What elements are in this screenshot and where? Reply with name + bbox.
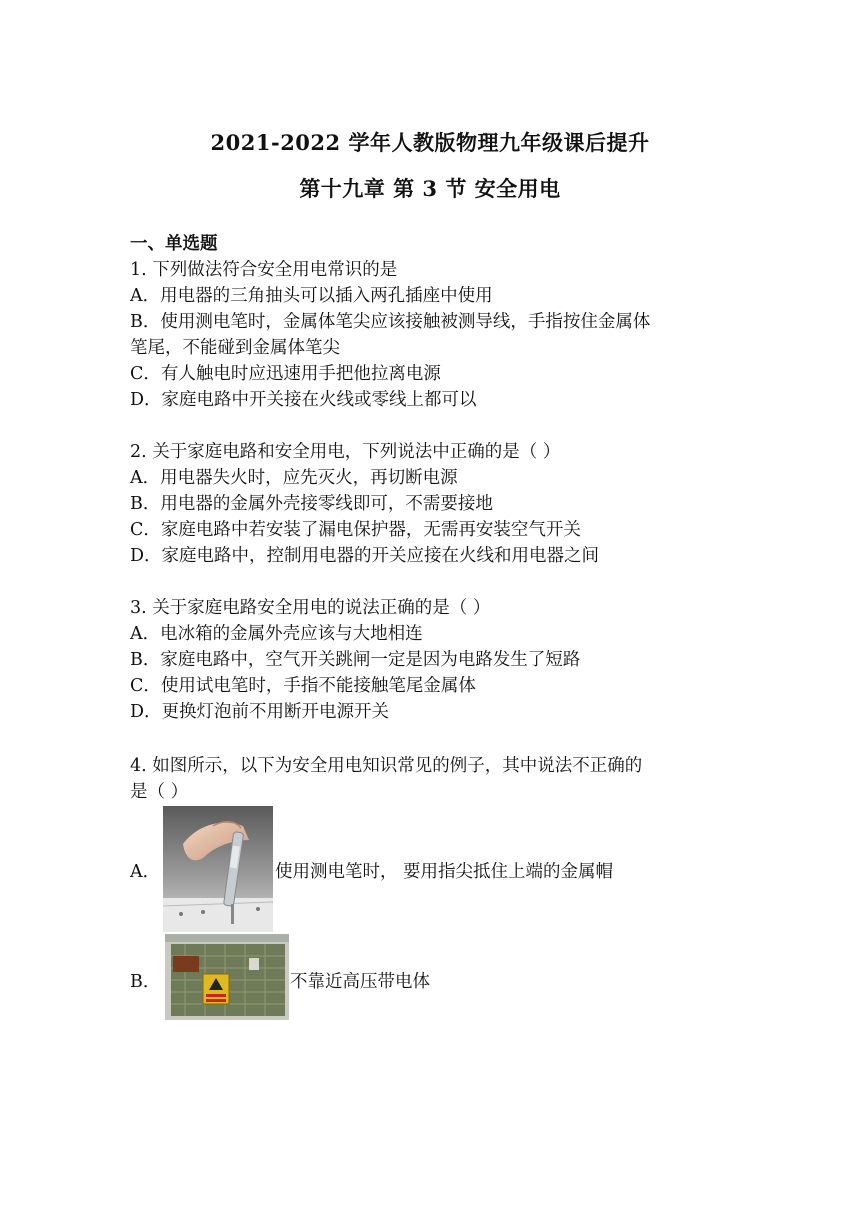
- high-voltage-photo: [165, 934, 289, 1020]
- question-2-option-b: B．用电器的金属外壳接零线即可，不需要接地: [130, 494, 493, 514]
- question-4-option-b-text: 不靠近高压带电体: [290, 972, 430, 992]
- question-2-option-d: D．家庭电路中，控制用电器的开关应接在火线和用电器之间: [130, 546, 600, 566]
- question-1-option-d: D．家庭电路中开关接在火线或零线上都可以: [130, 390, 477, 410]
- question-4-option-b-letter: B．: [130, 972, 161, 992]
- question-4-stem-line-1: 4. 如图所示，以下为安全用电知识常见的例子，其中说法不正确的: [130, 756, 643, 776]
- test-pen-photo: [163, 806, 273, 932]
- question-3-option-b: B．家庭电路中，空气开关跳闸一定是因为电路发生了短路: [130, 650, 581, 670]
- question-4-option-a-text: 使用测电笔时， 要用指尖抵住上端的金属帽: [275, 862, 614, 882]
- section-heading: 一、单选题: [130, 234, 218, 254]
- question-3-option-d: D．更换灯泡前不用断开电源开关: [130, 702, 390, 722]
- title-line-2: 第十九章 第 3 节 安全用电: [299, 176, 561, 201]
- title-line-1: 2021-2022 学年人教版物理九年级课后提升: [210, 130, 650, 155]
- question-1-option-a: A．用电器的三角抽头可以插入两孔插座中使用: [130, 286, 493, 306]
- question-1-option-b: B．使用测电笔时，金属体笔尖应该接触被测导线，手指按住金属体: [130, 312, 651, 332]
- question-1-option-c: C．有人触电时应迅速用手把他拉离电源: [130, 364, 441, 384]
- question-1-option-b-cont: 笔尾，不能碰到金属体笔尖: [130, 338, 340, 358]
- question-2-stem: 2. 关于家庭电路和安全用电，下列说法中正确的是（ ）: [130, 442, 561, 462]
- question-1-stem: 1. 下列做法符合安全用电常识的是: [130, 260, 398, 280]
- question-2-option-a: A．用电器失火时，应先灭火，再切断电源: [130, 468, 458, 488]
- question-3-stem: 3. 关于家庭电路安全用电的说法正确的是（ ）: [130, 598, 491, 618]
- question-4-option-a-letter: A．: [130, 862, 161, 882]
- question-3-option-c: C．使用试电笔时，手指不能接触笔尾金属体: [130, 676, 476, 696]
- question-3-option-a: A．电冰箱的金属外壳应该与大地相连: [130, 624, 423, 644]
- question-2-option-c: C．家庭电路中若安装了漏电保护器，无需再安装空气开关: [130, 520, 581, 540]
- question-4-stem-line-2: 是（ ）: [130, 782, 189, 802]
